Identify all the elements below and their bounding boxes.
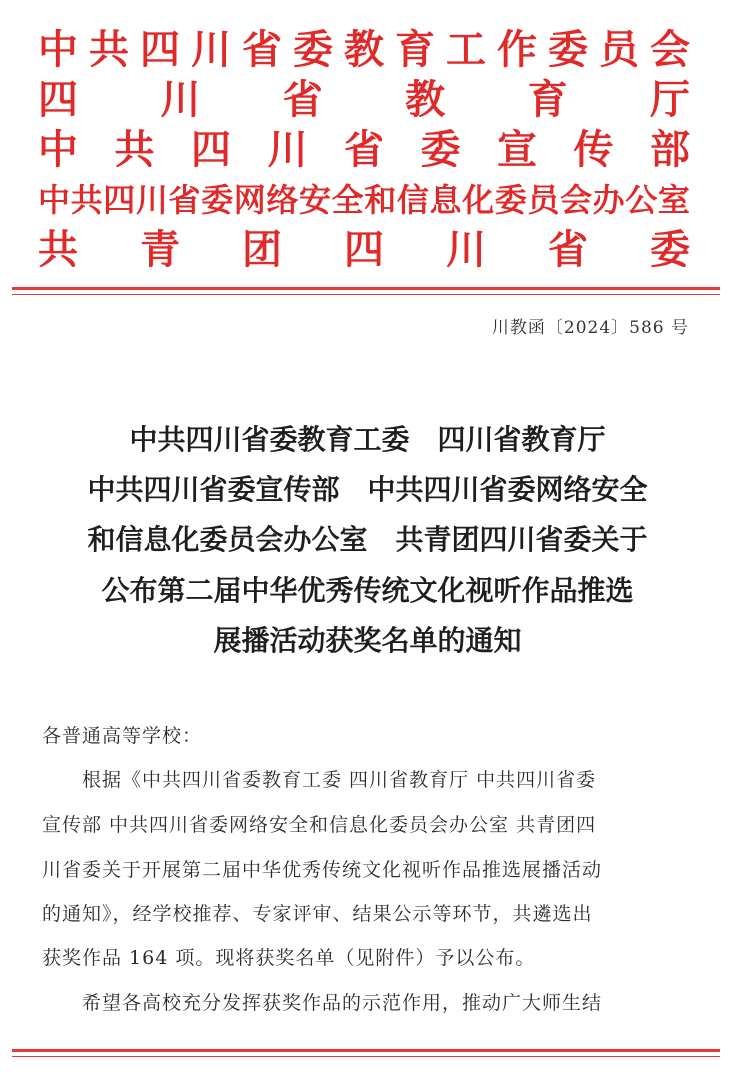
title-line-2: 中共四川省委宣传部 中共四川省委网络安全: [87, 473, 648, 506]
issuer-char: 中: [38, 126, 78, 173]
issuer-line-5: [38, 227, 690, 273]
body-line-4: 的通知》，经学校推荐、专家评审、结果公示等环节，共遴选出: [42, 903, 593, 925]
issuer-char: 委: [293, 26, 333, 73]
issuer-line-3: [38, 127, 690, 173]
issuer-char: 四: [191, 126, 231, 173]
issuer-line-4: [38, 177, 690, 223]
footer-red-rule: [12, 1049, 720, 1052]
issuer-char: 省: [242, 26, 282, 73]
issuer-char: 厅: [649, 76, 690, 123]
issuer-char: 委: [201, 181, 234, 219]
masthead-red-rule: [12, 287, 720, 290]
issuer-char: 中: [38, 181, 71, 219]
issuer-char: 员: [599, 26, 639, 73]
issuer-char: 教: [405, 76, 446, 123]
issuer-char: 共: [38, 226, 78, 273]
issuer-char: 团: [242, 226, 282, 273]
issuer-char: 省: [168, 181, 201, 219]
issuer-char: 办: [592, 181, 625, 219]
issuer-char: 四: [344, 226, 384, 273]
issuer-char: 委: [494, 181, 527, 219]
issuer-char: 息: [429, 181, 462, 219]
issuer-char: 省: [344, 126, 384, 173]
title-line-4: 公布第二届中华优秀传统文化视听作品推选: [101, 574, 634, 607]
title-line-3: 和信息化委员会办公室 共青团四川省委关于: [87, 523, 648, 556]
body-line-1: 根据《中共四川省委教育工委 四川省教育厅 中共四川省委: [42, 769, 597, 791]
document-number: 川教函〔2024〕586 号: [491, 318, 689, 338]
issuer-char: 会: [560, 181, 593, 219]
issuer-char: 安: [299, 181, 332, 219]
title-line-5: 展播活动获奖名单的通知: [213, 624, 522, 657]
title-line-1: 中共四川省委教育工委 四川省教育厅: [129, 423, 606, 456]
body-line-5: 获奖作品 164 项。现将获奖名单（见附件）予以公布。: [42, 947, 536, 969]
issuer-char: 公: [625, 181, 658, 219]
issuer-char: 川: [267, 126, 308, 173]
issuer-char: 工: [446, 26, 486, 73]
issuer-char: 省: [548, 226, 588, 273]
issuer-char: 络: [266, 181, 299, 219]
issuer-char: 共: [70, 181, 103, 219]
issuer-char: 川: [135, 181, 168, 219]
issuer-char: 青: [140, 226, 180, 273]
issuer-char: 共: [114, 126, 155, 173]
issuer-char: 川: [191, 26, 231, 73]
issuer-char: 中: [38, 26, 78, 73]
issuer-char: 四: [103, 181, 136, 219]
issuer-char: 委: [650, 226, 690, 273]
issuer-char: 信: [396, 181, 429, 219]
issuer-char: 教: [344, 26, 384, 73]
issuer-char: 育: [527, 76, 568, 123]
issuer-char: 省: [282, 76, 323, 123]
footer-red-rule-thin: [12, 1056, 720, 1057]
issuer-char: 室: [657, 181, 690, 219]
issuer-char: 育: [395, 26, 435, 73]
body-line-3: 川省委关于开展第二届中华优秀传统文化视听作品推选展播活动: [42, 859, 603, 881]
issuer-char: 委: [420, 126, 461, 173]
issuer-line-2: [38, 77, 690, 123]
masthead-red-rule-thin: [12, 294, 720, 295]
issuer-char: 川: [446, 226, 486, 273]
issuer-char: 部: [650, 126, 690, 173]
body-line-2: 宣传部 中共四川省委网络安全和信息化委员会办公室 共青团四: [42, 814, 597, 836]
body-line-6: 希望各高校充分发挥获奖作品的示范作用，推动广大师生结: [42, 992, 603, 1014]
salutation: 各普通高等学校：: [42, 725, 203, 747]
issuer-char: 共: [89, 26, 129, 73]
issuer-char: 四: [140, 26, 180, 73]
issuer-char: 宣: [497, 126, 537, 173]
issuer-char: 员: [527, 181, 560, 219]
issuer-char: 和: [364, 181, 397, 219]
issuer-char: 会: [650, 26, 690, 73]
issuer-char: 化: [462, 181, 495, 219]
issuer-char: 网: [233, 181, 266, 219]
issuer-char: 四: [38, 76, 78, 123]
issuer-line-1: [38, 27, 690, 73]
issuer-char: 全: [331, 181, 364, 219]
issuer-char: 作: [497, 26, 537, 73]
issuer-char: 传: [573, 126, 614, 173]
issuer-char: 委: [548, 26, 588, 73]
issuer-char: 川: [160, 76, 201, 123]
